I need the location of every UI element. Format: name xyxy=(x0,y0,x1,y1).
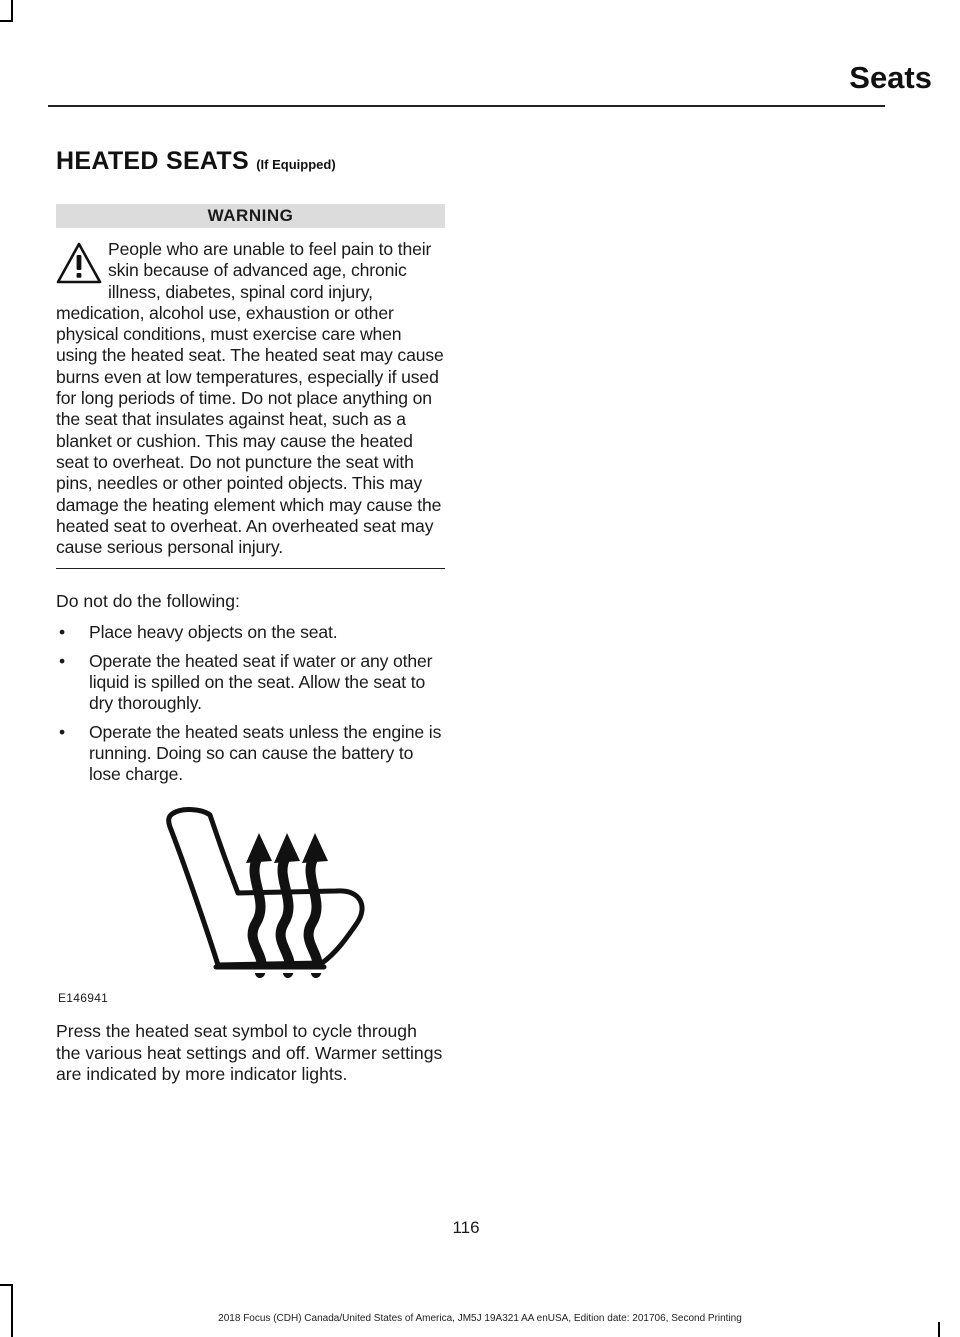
page-number: 116 xyxy=(452,1218,480,1237)
list-item xyxy=(56,651,445,714)
crop-mark-bottom-left-h xyxy=(0,1284,13,1286)
page-header-title: Seats xyxy=(849,60,932,95)
list-item-text: Place heavy objects on the seat. xyxy=(89,622,338,643)
section-title-text: HEATED SEATS xyxy=(56,147,249,175)
figure-caption: Press the heated seat symbol to cycle through the various heat settings and off. Warmer settings are indicated by more indicator lights. xyxy=(56,1021,443,1085)
footer-text: 2018 Focus (CDH) Canada/United States of America, JM5J 19A321 AA enUSA, Edition date: 201706, Second Printing xyxy=(218,1313,742,1324)
heated-seat-icon xyxy=(156,805,376,980)
list-item xyxy=(56,622,445,643)
bullet-dot: • xyxy=(59,651,66,672)
bullet-dot: • xyxy=(59,622,66,643)
warning-text: People who are unable to feel pain to their skin because of advanced age, chronic illness, diabetes, spinal cord injury, medication, alcohol use, exhaustion or other physical conditions, must exercise care when using the heated seat. The heated seat may cause burns even at low temperatures, especially if used for long periods of time. Do not place anything on the seat that insulates against heat, such as a blanket or cushion. This may cause the heated seat to overheat. Do not puncture the seat with pins, needles or other pointed objects. This may damage the heating element which may cause the heated seat to overheat. An overheated seat may cause serious personal injury. xyxy=(56,239,444,558)
list-item xyxy=(56,722,445,785)
main-column xyxy=(56,147,445,1085)
list-item-text: Operate the heated seat if water or any other liquid is spilled on the seat. Allow the seat to dry thoroughly. xyxy=(89,651,433,714)
warning-rule xyxy=(56,568,445,569)
crop-mark-bottom-left-v xyxy=(11,1284,13,1337)
figure xyxy=(56,797,445,1017)
crop-mark-top-left-v xyxy=(11,0,13,20)
section-title xyxy=(56,147,445,176)
crop-mark-bottom-right-v xyxy=(938,1322,940,1337)
warning-body xyxy=(56,239,445,558)
figure-code: E146941 xyxy=(58,991,109,1006)
section-qualifier: (If Equipped) xyxy=(256,157,336,172)
crop-mark-top-left-h xyxy=(0,20,13,22)
intro-text: Do not do the following: xyxy=(56,591,240,612)
warning-triangle-icon xyxy=(56,241,102,285)
bullet-list xyxy=(56,622,445,785)
bullet-dot: • xyxy=(59,722,66,743)
list-item-text: Operate the heated seats unless the engine is running. Doing so can cause the battery to lose charge. xyxy=(89,722,442,785)
header-rule xyxy=(48,105,885,107)
warning-label: WARNING xyxy=(56,204,445,228)
